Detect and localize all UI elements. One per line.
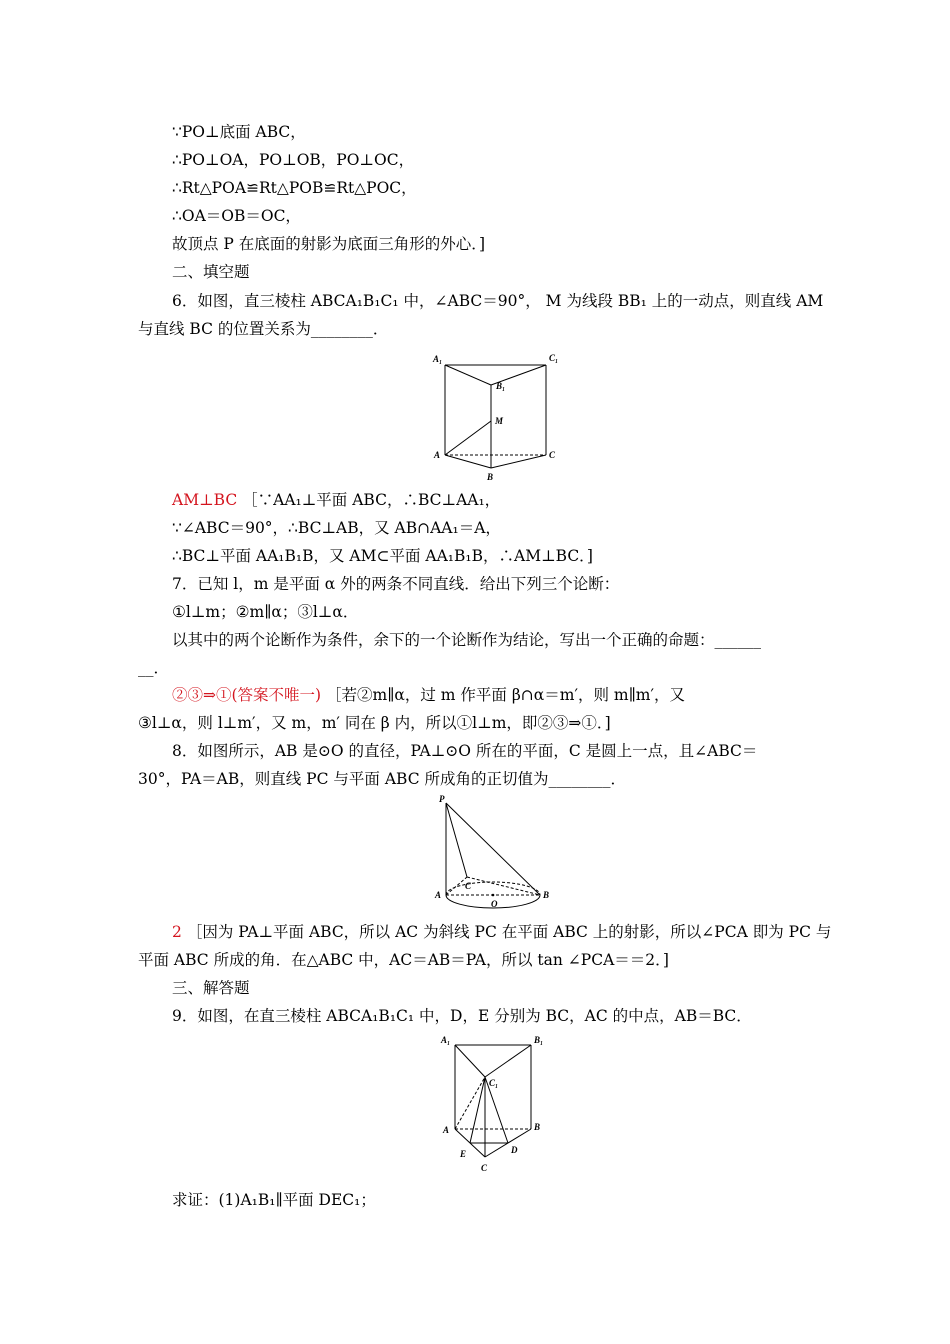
label-A1: A₁ [441, 1035, 451, 1045]
question-8: 8．如图所示，AB 是⊙O 的直径，PA⊥⊙O 所在的平面，C 是圆上一点，且∠ABC＝ [172, 742, 758, 760]
answer-6 [172, 490, 500, 510]
label-B: B [543, 890, 550, 900]
text-line: ∴Rt△POA≌Rt△POB≌Rt△POC， [172, 179, 417, 197]
question-9: 9．如图，在直三棱柱 ABCA₁B₁C₁ 中，D，E 分别为 BC，AC 的中点，AB＝BC． [172, 1007, 752, 1025]
label-A: A [443, 1125, 450, 1135]
label-B: B [487, 472, 494, 482]
section-heading: 三、解答题 [172, 979, 250, 997]
answer-8 [172, 922, 831, 942]
label-C1: C₁ [489, 1078, 499, 1088]
question-6: 6．如图，直三棱柱 ABCA₁B₁C₁ 中，∠ABC＝90°， M 为线段 BB₁ 上的一动点，则直线 AM [172, 292, 824, 310]
label-B1: B₁ [496, 381, 506, 391]
text-line: ③l⊥α，则 l⊥m′，又 m，m′ 同在 β 内，所以①l⊥m，即②③⇒①．] [138, 714, 611, 732]
answer-6-key: AM⊥BC [172, 491, 238, 509]
question-7: 7．已知 l，m 是平面 α 外的两条不同直线．给出下列三个论断： [172, 575, 620, 593]
text-line: __． [138, 659, 170, 677]
answer-8-key: 2 [172, 923, 182, 941]
text-line: ①l⊥m；②m∥α；③l⊥α． [172, 603, 359, 621]
label-O: O [491, 899, 498, 909]
label-A1: A₁ [433, 354, 443, 364]
text-line: 故顶点 P 在底面的射影为底面三角形的外心．] [172, 235, 486, 253]
question-6: 与直线 BC 的位置关系为________． [138, 320, 389, 338]
label-A: A [435, 890, 442, 900]
label-P: P [439, 795, 445, 804]
text-line: ∴BC⊥平面 AA₁B₁B，又 AM⊂平面 AA₁B₁B，∴AM⊥BC．] [172, 547, 593, 565]
answer-7 [172, 685, 685, 705]
answer-8-explanation: ［因为 PA⊥平面 ABC，所以 AC 为斜线 PC 在平面 ABC 上的射影，所以∠PCA 即为 PC 与 [186, 923, 832, 941]
answer-7-key: ②③⇒①(答案不唯一) [172, 686, 322, 704]
label-A: A [434, 450, 441, 460]
label-M: M [495, 416, 504, 426]
question-9-part-1: 求证：(1)A₁B₁∥平面 DEC₁； [172, 1191, 376, 1209]
label-C: C [481, 1163, 488, 1173]
label-B1: B₁ [534, 1035, 544, 1045]
text-line: 平面 ABC 所成的角．在△ABC 中，AC＝AB＝PA，所以 tan ∠PCA＝＝2．] [138, 951, 669, 969]
text-line: 以其中的两个论断作为条件，余下的一个论断作为结论，写出一个正确的命题：______ [172, 631, 762, 649]
label-C: C [549, 450, 556, 460]
text-line: ∴PO⊥OA，PO⊥OB，PO⊥OC， [172, 151, 415, 169]
label-D: D [511, 1145, 518, 1155]
figure-prism-2 [435, 1033, 555, 1183]
answer-7-explanation: ［若②m∥α，过 m 作平面 β∩α＝m′，则 m∥m′，又 [326, 686, 685, 704]
answer-6-explanation: ［∵AA₁⊥平面 ABC，∴BC⊥AA₁， [242, 491, 501, 509]
figure-prism-1 [425, 345, 570, 485]
section-heading: 二、填空题 [172, 263, 250, 281]
figure-circle-cone [430, 795, 560, 910]
text-line: ∴OA＝OB＝OC， [172, 207, 301, 225]
label-E: E [460, 1149, 467, 1159]
text-line: 30°，PA＝AB，则直线 PC 与平面 ABC 所成角的正切值为________． [138, 770, 626, 788]
text-line: ∵∠ABC＝90°，∴BC⊥AB，又 AB∩AA₁＝A， [172, 519, 501, 537]
label-B: B [534, 1122, 541, 1132]
label-C: C [465, 881, 472, 891]
label-C1: C₁ [549, 353, 559, 363]
text-line: ∵PO⊥底面 ABC， [172, 123, 306, 141]
